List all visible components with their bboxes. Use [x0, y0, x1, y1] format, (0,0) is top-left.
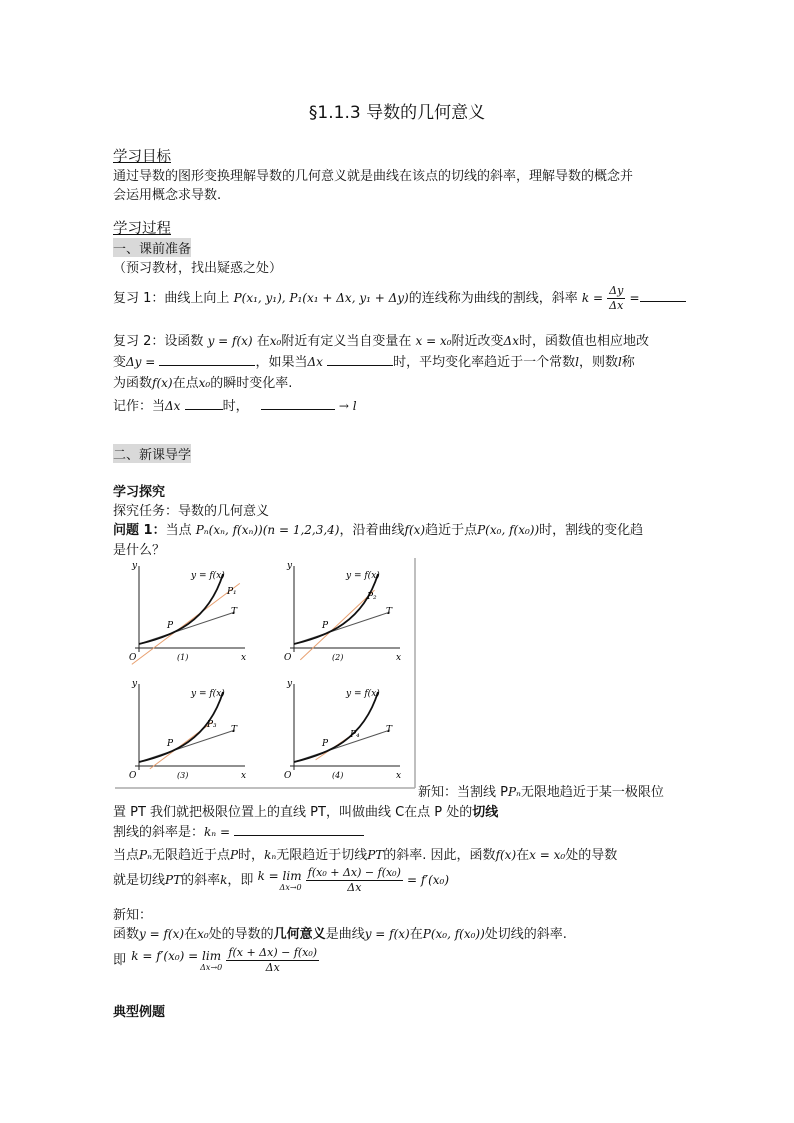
- limit-text-c: 时，: [238, 848, 265, 863]
- new-knowledge-1-line-1: [418, 781, 664, 800]
- x0-b: x₀: [198, 376, 211, 390]
- geometric-meaning-term: 几何意义: [273, 927, 326, 942]
- review-2-text-j: 称: [621, 355, 635, 370]
- formula-text-a: 即: [113, 953, 127, 968]
- limit-fx: f(x): [495, 848, 517, 862]
- point-t-label: T: [386, 725, 393, 735]
- new-knowledge-1-text-a: 新知：当割线 P: [418, 785, 508, 800]
- tangent-lim-sub: Δx→0: [279, 882, 302, 892]
- review-1-text-b: 的连线称为曲线的割线，斜率: [408, 291, 578, 306]
- origin-label: O: [284, 771, 292, 781]
- process-heading: 学习过程: [113, 221, 171, 237]
- record-text-b: 时，: [222, 399, 249, 414]
- review-1-points: P(x₁, y₁), P₁(x₁ + Δx, y₁ + Δy): [233, 291, 409, 305]
- review-2-text-e: 时，函数值也相应地改: [518, 334, 649, 349]
- review-2-text-a: 设函数: [164, 334, 204, 349]
- new2-text-e: 在: [409, 927, 423, 942]
- answer-blank-4[interactable]: [185, 397, 223, 410]
- formula-numerator: f(x + Δx) − f(x₀): [228, 946, 318, 959]
- explore-task: 探究任务：导数的几何意义: [113, 504, 270, 519]
- function-y-fx: y = f(x): [207, 334, 253, 348]
- tangent-term: 切线: [472, 805, 499, 820]
- origin-label: O: [129, 771, 137, 781]
- review-2-text-k: 为函数: [113, 376, 153, 391]
- review-2-text-h: 时，平均变化率趋近于一个常数: [393, 355, 576, 370]
- formula-denominator: Δx: [265, 961, 280, 974]
- point-p-label: P: [167, 739, 174, 749]
- slope-fraction: [607, 284, 625, 313]
- tangent-text-c: ，即: [227, 873, 254, 888]
- question-1-text-c: 趋近于点: [425, 523, 478, 538]
- constant-l-2: l: [617, 355, 622, 369]
- graph-panel-3: [129, 679, 246, 781]
- limit-text-g: 处的导数: [565, 848, 618, 863]
- review-1-label: 复习 1：: [113, 291, 165, 306]
- tangent-text-b: 的斜率: [181, 873, 221, 888]
- question-1-fx: f(x): [404, 523, 426, 537]
- new2-text-a: 函数: [113, 927, 140, 942]
- new-knowledge-1-line-2: [113, 801, 498, 820]
- section-1-heading: 一、课前准备: [113, 238, 191, 257]
- page-title: §1.1.3 导数的几何意义: [308, 103, 486, 123]
- y-axis-label: y: [287, 679, 293, 689]
- point-pn-label: P₂: [367, 592, 377, 602]
- delta-x-2: Δx: [307, 355, 323, 369]
- limit-p: P: [229, 848, 239, 862]
- question-1-text-d: 时，割线的变化趋: [539, 523, 644, 538]
- review-2-line-2: [113, 351, 635, 370]
- limit-line: [113, 844, 617, 863]
- new2-fn2: y = f(x): [364, 927, 410, 941]
- tangent-slope-line: [113, 866, 449, 895]
- curve-label: y = f(x): [191, 689, 225, 699]
- curve-fx: [139, 574, 223, 644]
- secant-tangent-graphs: [113, 556, 418, 792]
- delta-x: Δx: [503, 334, 519, 348]
- review-1: [113, 284, 686, 313]
- secant-kn: kₙ =: [204, 825, 231, 839]
- limit-text-e: 的斜率. 因此，函数: [383, 848, 496, 863]
- tangent-denominator: Δx: [347, 881, 362, 894]
- answer-blank-3[interactable]: [327, 353, 393, 366]
- new2-x0: x₀: [197, 927, 209, 941]
- new2-fn: y = f(x): [139, 927, 185, 941]
- point-p-label: P: [322, 739, 329, 749]
- record-line: [113, 395, 357, 414]
- new2-point: P(x₀, f(x₀)): [422, 927, 485, 941]
- panel-number-label: (1): [177, 653, 189, 662]
- point-t-label: T: [231, 607, 238, 617]
- question-1-label: 问题 1：: [113, 523, 166, 538]
- x0: x₀: [269, 334, 282, 348]
- x-axis-label: x: [241, 771, 247, 781]
- secant-line: [300, 590, 374, 660]
- limit-text-f: 在: [516, 848, 530, 863]
- formula-limit: [130, 950, 222, 972]
- section-2-heading: 二、新课导学: [113, 444, 191, 463]
- question-1-text-b: ，沿着曲线: [339, 523, 405, 538]
- point-p: P(x₀, f(x₀)): [477, 523, 540, 537]
- review-2-text-d: 附近改变: [451, 334, 504, 349]
- slope-k: k =: [581, 291, 604, 305]
- point-pn-label: P₄: [350, 730, 360, 740]
- review-2-text-n: 的瞬时变化率.: [210, 376, 293, 391]
- tangent-numerator: f(x₀ + Δx) − f(x₀): [307, 866, 401, 879]
- limit-kn: kₙ: [264, 848, 277, 862]
- new2-text-c: 处的导数的: [208, 927, 274, 942]
- tangent-limit: [258, 870, 302, 892]
- derivative-formula: [113, 946, 319, 975]
- new-knowledge-pn: Pₙ: [507, 785, 521, 799]
- point-t-label: T: [231, 725, 238, 735]
- delta-y: Δy =: [126, 355, 156, 369]
- graph-panel-1: [129, 561, 246, 664]
- limit-pn: Pₙ: [139, 848, 152, 862]
- formula-fraction: [226, 946, 319, 975]
- y-axis-label: y: [132, 561, 138, 571]
- review-2-label: 复习 2：: [113, 334, 165, 349]
- tangent-rhs: = f′(x₀): [407, 873, 450, 887]
- limit-pt: PT: [367, 848, 384, 862]
- explore-heading: 学习探究: [113, 485, 166, 500]
- goal-line-2: 会运用概念求导数.: [113, 188, 222, 203]
- graph-panel-4: [284, 679, 401, 781]
- goal-heading: 学习目标: [113, 149, 171, 165]
- limit-text-a: 当点: [113, 848, 140, 863]
- point-p-label: P: [167, 621, 174, 631]
- review-2-text-b: 在: [256, 334, 270, 349]
- review-2-text-c: 附近有定义当自变量在: [281, 334, 412, 349]
- point-t-label: T: [386, 607, 393, 617]
- constant-l: l: [575, 355, 579, 369]
- review-2-line-1: [113, 330, 649, 349]
- record-arrow: → l: [338, 399, 357, 413]
- curve-fx: [294, 692, 378, 762]
- new2-text-b: 在: [184, 927, 198, 942]
- point-pn-label: P₁: [227, 587, 237, 597]
- formula-lim: k = f′(x₀) = lim: [131, 948, 222, 963]
- x-axis-label: x: [396, 771, 402, 781]
- review-2-text-m: 在点: [172, 376, 199, 391]
- curve-label: y = f(x): [346, 571, 380, 581]
- new-knowledge-2-line: [113, 923, 567, 942]
- new2-text-f: 处切线的斜率.: [484, 927, 567, 942]
- examples-heading: 典型例题: [113, 1005, 166, 1020]
- answer-blank-2[interactable]: [159, 353, 255, 366]
- question-1-line-2: 是什么？: [113, 543, 166, 558]
- preview-note: （预习教材，找出疑惑之处）: [113, 261, 283, 276]
- formula-lim-sub: Δx→0: [200, 962, 223, 972]
- x-equals-x0: x = x₀: [415, 334, 452, 348]
- slope-equals: =: [629, 291, 640, 305]
- curve-label: y = f(x): [191, 571, 225, 581]
- question-1-line-1: [113, 519, 643, 538]
- review-2-text-f: 变: [113, 355, 127, 370]
- tangent-text-a: 就是切线: [113, 873, 166, 888]
- limit-x-equals: x = x₀: [529, 848, 566, 862]
- limit-text-b: 无限趋近于点: [151, 848, 230, 863]
- slope-numerator: Δy: [609, 284, 624, 297]
- review-1-text: 曲线上向上: [164, 291, 230, 306]
- y-axis-label: y: [132, 679, 138, 689]
- y-axis-label: y: [287, 561, 293, 571]
- tangent-pt: PT: [165, 873, 182, 887]
- answer-blank-1[interactable]: [640, 289, 686, 302]
- slope-denominator: Δx: [609, 299, 624, 312]
- tangent-fraction: [306, 866, 403, 895]
- origin-label: O: [284, 653, 292, 663]
- answer-blank-5[interactable]: [261, 397, 335, 410]
- point-pn: Pₙ(xₙ, f(xₙ))(n = 1,2,3,4): [195, 523, 340, 537]
- review-2-text-i: ，则数: [578, 355, 618, 370]
- new-knowledge-1-text-b: 无限地趋近于某一极限位: [520, 785, 664, 800]
- x-axis-label: x: [396, 653, 402, 663]
- review-2-line-3: [113, 372, 292, 391]
- point-p-label: P: [322, 621, 329, 631]
- record-delta-x: Δx: [165, 399, 181, 413]
- panel-number-label: (4): [332, 771, 344, 780]
- x-axis-label: x: [241, 653, 247, 663]
- limit-text-d: 无限趋近于切线: [276, 848, 368, 863]
- function-fx: f(x): [152, 376, 173, 390]
- curve-fx: [294, 574, 378, 644]
- goal-line-1: 通过导数的图形变换理解导数的几何意义就是曲线在该点的切线的斜率，理解导数的概念并: [113, 169, 634, 184]
- panel-number-label: (3): [177, 771, 189, 780]
- new2-text-d: 是曲线: [325, 927, 365, 942]
- secant-slope-line: [113, 821, 364, 840]
- curve-label: y = f(x): [346, 689, 380, 699]
- record-text-a: 记作：当: [113, 399, 166, 414]
- review-2-text-g: ，如果当: [255, 355, 308, 370]
- point-pn-label: P₃: [207, 720, 217, 730]
- graph-panel-2: [284, 561, 401, 663]
- panel-number-label: (2): [332, 653, 344, 662]
- secant-slope-text: 割线的斜率是：: [113, 825, 205, 840]
- new-knowledge-2-heading: 新知：: [113, 908, 153, 923]
- answer-blank-6[interactable]: [234, 823, 364, 836]
- tangent-k: k: [220, 873, 228, 887]
- new-knowledge-1-text-c: 置 PT 我们就把极限位置上的直线 PT，叫做曲线 C在点 P 处的: [113, 805, 473, 820]
- origin-label: O: [129, 653, 137, 663]
- tangent-lim: k = lim: [257, 868, 302, 883]
- question-1-text-a: 当点: [165, 523, 192, 538]
